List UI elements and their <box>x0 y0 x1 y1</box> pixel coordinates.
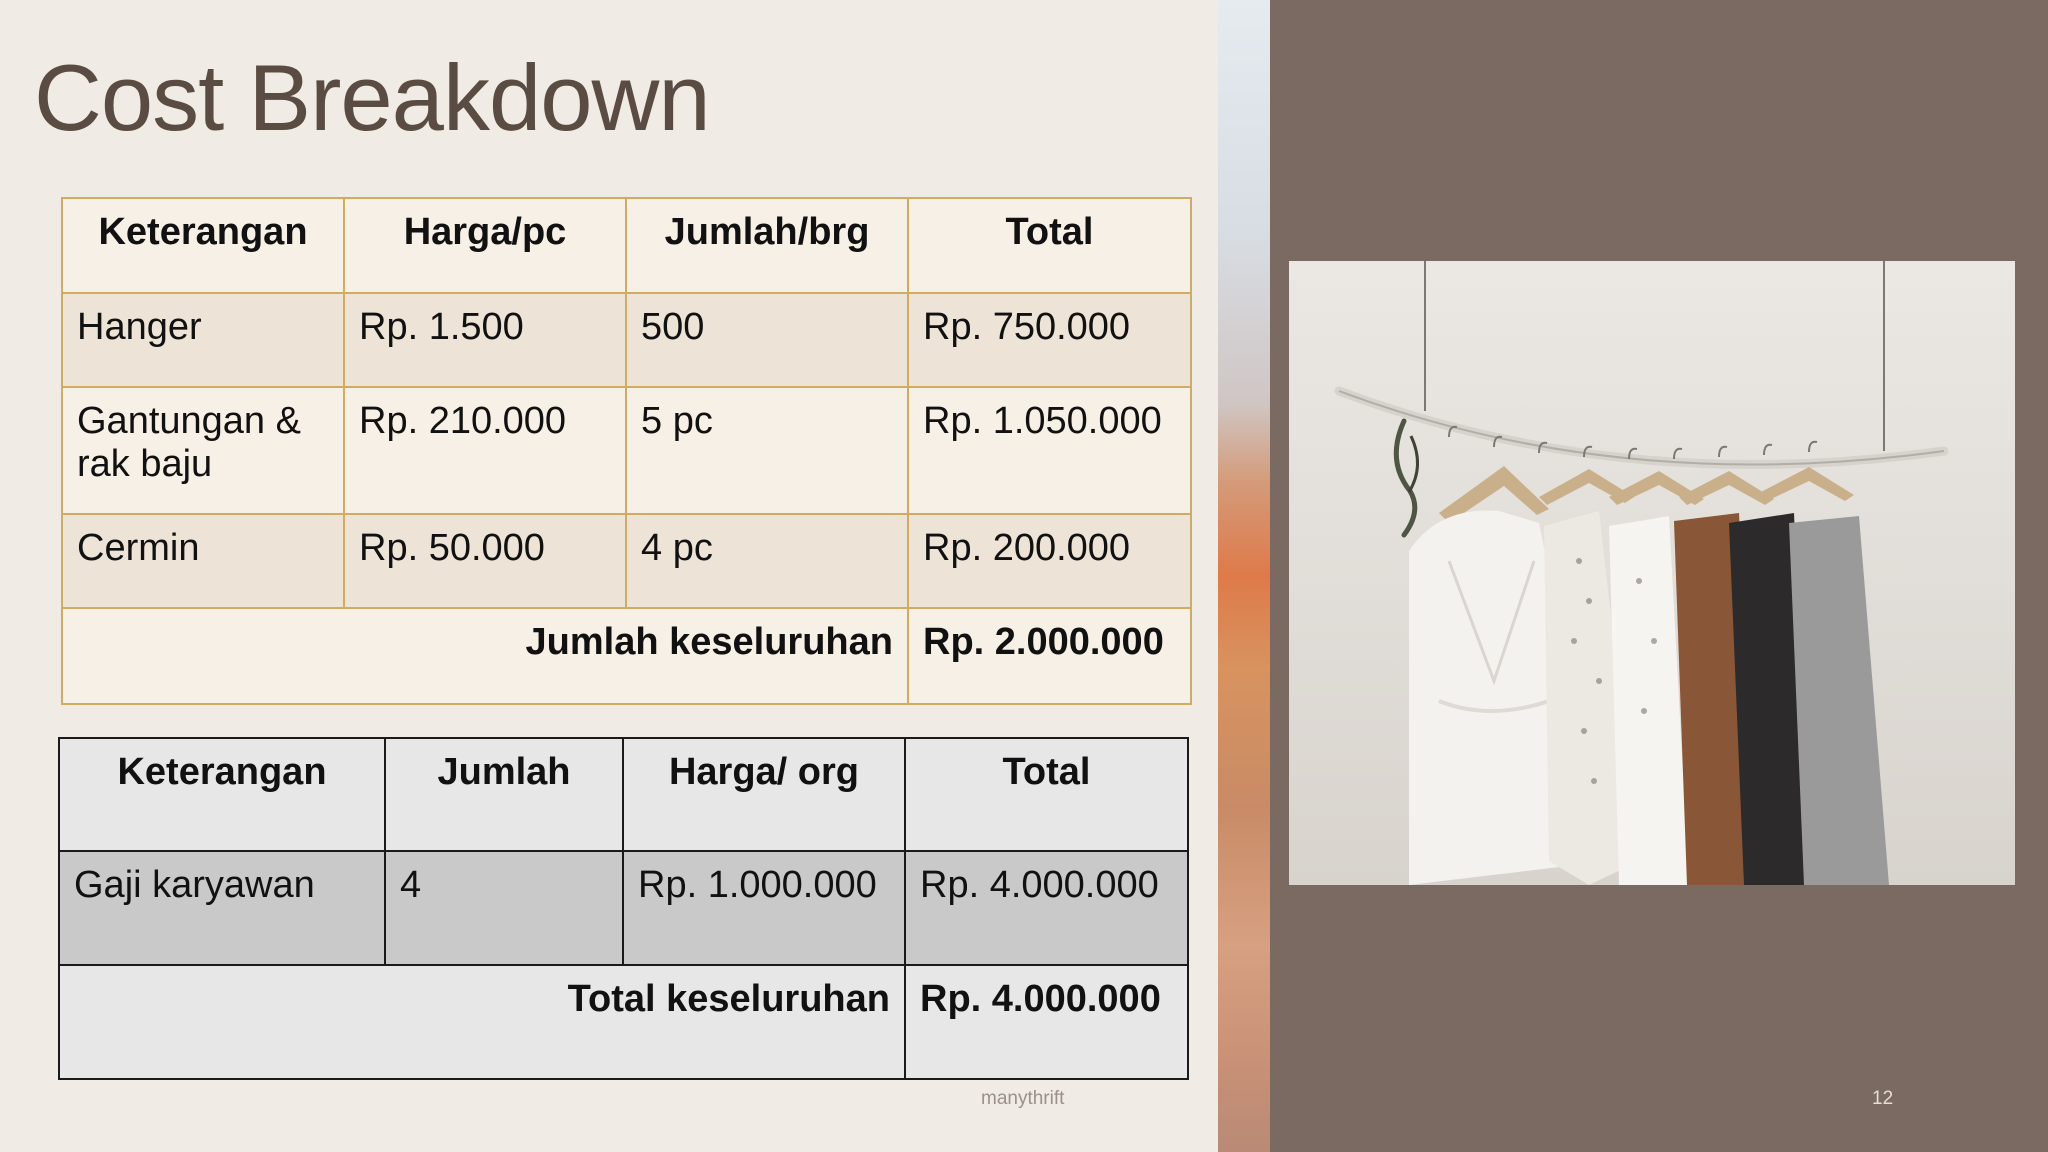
table-cell: 500 <box>626 293 908 387</box>
salary-cost-table <box>58 737 1189 1080</box>
table-row <box>59 851 1188 965</box>
table-cell: 4 pc <box>626 514 908 608</box>
table-cell: Rp. 1.500 <box>344 293 626 387</box>
table-cell: Rp. 210.000 <box>344 387 626 514</box>
summary-value: Rp. 2.000.000 <box>908 608 1191 704</box>
table-row <box>62 514 1191 608</box>
table-cell: Rp. 1.050.000 <box>908 387 1191 514</box>
column-header: Total <box>905 738 1188 851</box>
table-summary-row <box>59 965 1188 1079</box>
page-number: 12 <box>1872 1088 1894 1109</box>
desert-image-strip <box>1218 0 1270 1152</box>
table-cell: Rp. 750.000 <box>908 293 1191 387</box>
table-cell: Gantungan & rak baju <box>62 387 344 514</box>
table-cell: Rp. 50.000 <box>344 514 626 608</box>
column-header: Total <box>908 198 1191 293</box>
table-cell: Cermin <box>62 514 344 608</box>
column-header: Harga/ org <box>623 738 905 851</box>
table-cell: Rp. 1.000.000 <box>623 851 905 965</box>
table-cell: 4 <box>385 851 623 965</box>
table-cell: Gaji karyawan <box>59 851 385 965</box>
clothes-rack-photo <box>1289 261 2015 885</box>
table-header-row <box>62 198 1191 293</box>
column-header: Keterangan <box>59 738 385 851</box>
column-header: Jumlah <box>385 738 623 851</box>
column-header: Harga/pc <box>344 198 626 293</box>
summary-label: Jumlah keseluruhan <box>62 608 908 704</box>
summary-label: Total keseluruhan <box>59 965 905 1079</box>
table-cell: Rp. 200.000 <box>908 514 1191 608</box>
equipment-cost-table <box>61 197 1192 705</box>
summary-value: Rp. 4.000.000 <box>905 965 1188 1079</box>
table-cell: 5 pc <box>626 387 908 514</box>
slide-title: Cost Breakdown <box>34 45 710 150</box>
table-cell: Hanger <box>62 293 344 387</box>
table-row <box>62 293 1191 387</box>
table-row <box>62 387 1191 514</box>
table-cell: Rp. 4.000.000 <box>905 851 1188 965</box>
column-header: Keterangan <box>62 198 344 293</box>
table-header-row <box>59 738 1188 851</box>
table-summary-row <box>62 608 1191 704</box>
footer-brand: manythrift <box>981 1088 1065 1109</box>
column-header: Jumlah/brg <box>626 198 908 293</box>
